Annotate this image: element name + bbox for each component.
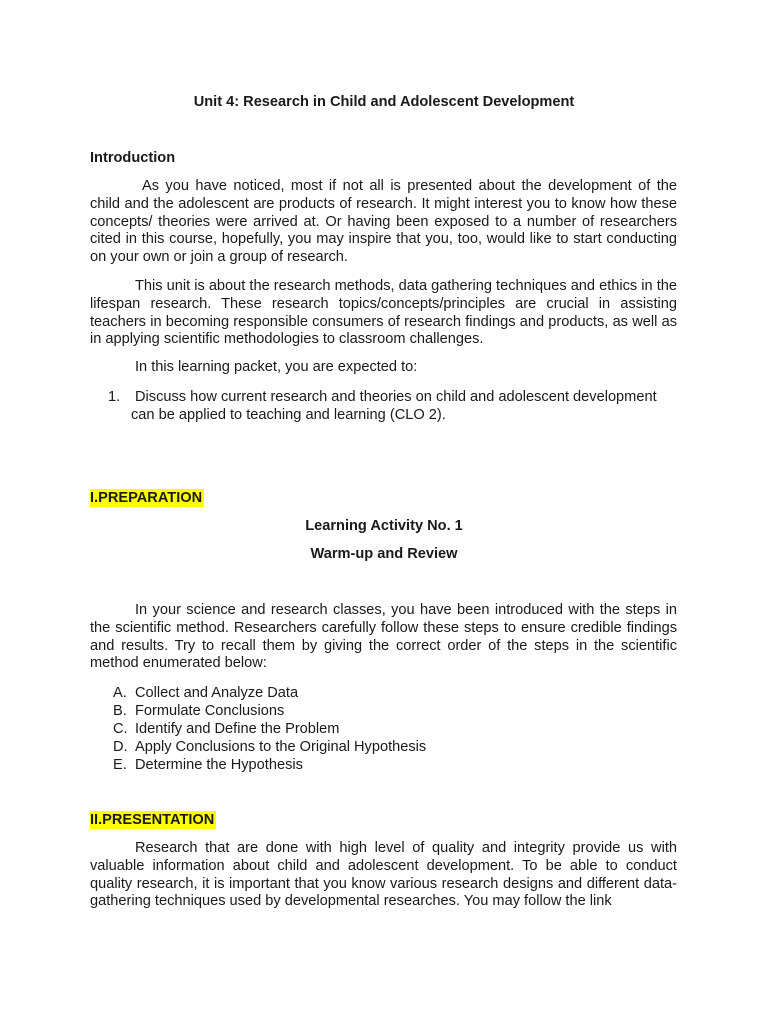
step-text: Formulate Conclusions [135,703,285,719]
activity-subtitle: Warm-up and Review [310,546,458,562]
step-letter: A. [113,685,127,701]
presentation-heading: II.PRESENTATION [90,812,215,828]
intro-paragraph-1: As you have noticed, most if not all is presented about the development of the child and the adolescent are products of research. It might interest you to know how these concepts/ theories were arrived at. Or having been exposed to a number of researchers cited in this course, hopefully, you may inspire that you, too, would like to start conducting on your own or join a group of research. [90,178,677,266]
objective-number: 1. [108,389,121,405]
step-text: Collect and Analyze Data [135,685,299,701]
intro-paragraph-3: In this learning packet, you are expected to: [135,359,418,375]
step-text: Apply Conclusions to the Original Hypothesis [135,739,427,755]
activity-title: Learning Activity No. 1 [305,518,463,534]
list-item [113,720,426,738]
preparation-paragraph: In your science and research classes, you have been introduced with the steps in the scientific method. Researchers carefully follow these steps to ensure credible findings and results. Try to recall them by giving the correct order of the steps in the scientific method enumerated below: [90,602,677,672]
step-letter: B. [113,703,127,719]
list-item [113,684,426,702]
step-text: Determine the Hypothesis [135,757,303,773]
objective-item [108,388,680,424]
step-letter: D. [113,739,128,755]
step-letter: C. [113,721,128,737]
objective-text: Discuss how current research and theories on child and adolescent development can be applied to teaching and learning (CLO 2). [131,389,657,423]
introduction-heading: Introduction [90,150,176,166]
preparation-heading: I.PREPARATION [90,490,203,506]
list-item [113,702,426,720]
step-letter: E. [113,757,127,773]
list-item [113,738,426,756]
step-text: Identify and Define the Problem [135,721,340,737]
intro-paragraph-2: This unit is about the research methods, data gathering techniques and ethics in the lifespan research. These research topics/concepts/principles are crucial in assisting teachers in becoming responsible consumers of research findings and products, as well as in applying scientific methodologies to classroom challenges. [90,278,677,348]
page-title: Unit 4: Research in Child and Adolescent Development [193,94,575,110]
presentation-paragraph: Research that are done with high level of quality and integrity provide us with valuable information about child and adolescent development. To be able to conduct quality research, it is important that you know various research designs and different data-gathering techniques used by developmental researches. You may follow the link [90,840,677,910]
scientific-method-steps [113,684,426,774]
list-item [113,756,426,774]
